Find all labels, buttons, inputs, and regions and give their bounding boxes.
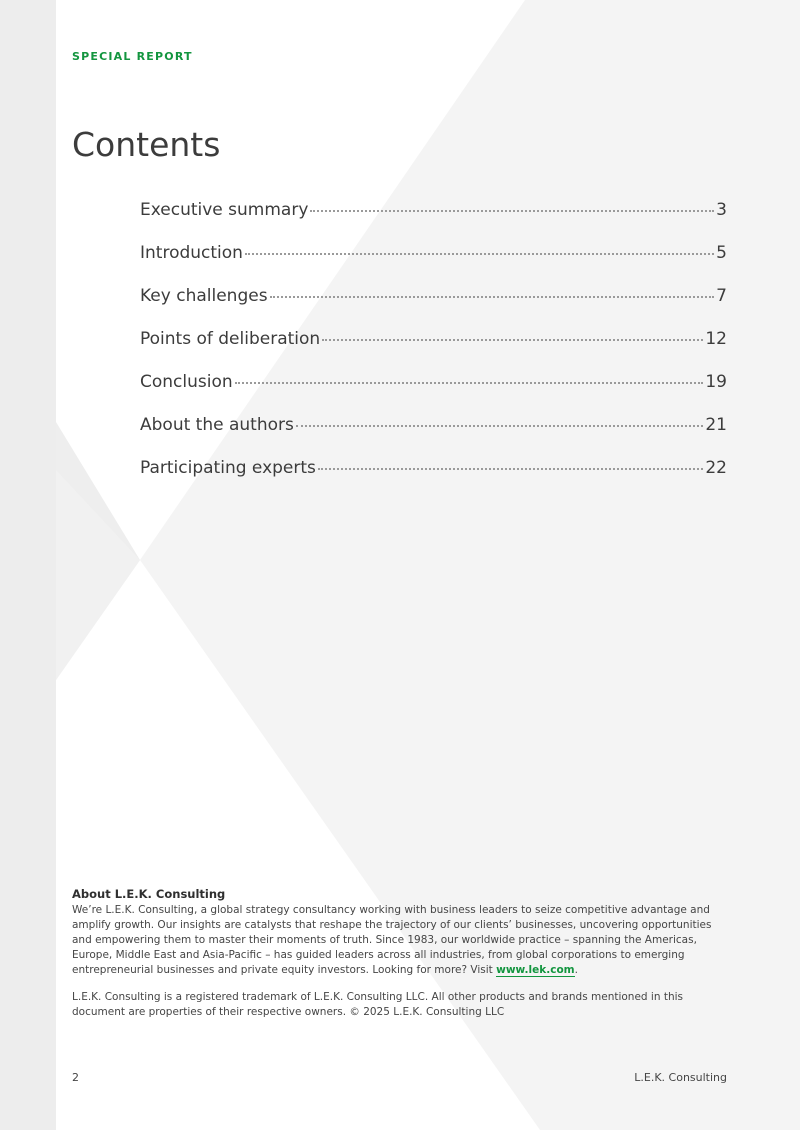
- website-link[interactable]: www.lek.com: [496, 964, 575, 976]
- toc-entry-label: Introduction: [140, 243, 243, 263]
- toc-leader-dots: [270, 284, 715, 298]
- section-kicker: SPECIAL REPORT: [72, 50, 193, 63]
- about-body-text: We’re L.E.K. Consulting, a global strategy consultancy working with business leaders to seize competitive advantage and amplify growth. Our insights are catalysts that reshape the trajectory of our clients’ businesses, uncovering opportunities and empowering them to master their moments of truth. Since 1983, our worldwide practice – spanning the Americas, Europe, Middle East and Asia-Pacific – has guided leaders across all industries, from global corporations to emerging entrepreneurial businesses and private equity investors. Looking for more? Visit: [72, 904, 712, 976]
- toc-entry-page: 3: [716, 200, 727, 220]
- toc-entry-page: 21: [705, 415, 727, 435]
- toc-entry[interactable]: [140, 329, 727, 372]
- toc-leader-dots: [296, 413, 704, 427]
- toc-entry-label: Key challenges: [140, 286, 268, 306]
- toc-leader-dots: [245, 241, 714, 255]
- toc-entry-page: 7: [716, 286, 727, 306]
- toc-entry[interactable]: [140, 243, 727, 286]
- about-body-end: .: [574, 964, 578, 976]
- footer-brand: L.E.K. Consulting: [634, 1071, 727, 1084]
- toc-entry-page: 22: [705, 458, 727, 478]
- toc-entry-label: Points of deliberation: [140, 329, 321, 349]
- page-title: Contents: [72, 125, 221, 164]
- toc-entry-label: Executive summary: [140, 200, 309, 220]
- toc-leader-dots: [318, 456, 703, 470]
- trademark-notice: L.E.K. Consulting is a registered trademark of L.E.K. Consulting LLC. All other products and brands mentioned in this document are properties of their respective owners. © 2025 L.E.K. Consulting LLC: [72, 991, 683, 1018]
- toc-entry[interactable]: [140, 415, 727, 458]
- page-number: 2: [72, 1071, 79, 1084]
- toc-leader-dots: [235, 370, 704, 384]
- toc-entry[interactable]: [140, 458, 727, 501]
- toc-entry-page: 12: [705, 329, 727, 349]
- toc-entry-label: Participating experts: [140, 458, 316, 478]
- toc-entry-label: Conclusion: [140, 372, 233, 392]
- toc-leader-dots: [310, 198, 714, 212]
- table-of-contents: [140, 200, 727, 501]
- toc-entry-page: 19: [705, 372, 727, 392]
- about-heading: About L.E.K. Consulting: [72, 887, 226, 901]
- toc-entry[interactable]: [140, 286, 727, 329]
- toc-entry[interactable]: [140, 200, 727, 243]
- about-section: [72, 887, 724, 1020]
- toc-leader-dots: [322, 327, 703, 341]
- toc-entry-label: About the authors: [140, 415, 294, 435]
- about-body: [72, 903, 724, 978]
- toc-entry-page: 5: [716, 243, 727, 263]
- toc-entry[interactable]: [140, 372, 727, 415]
